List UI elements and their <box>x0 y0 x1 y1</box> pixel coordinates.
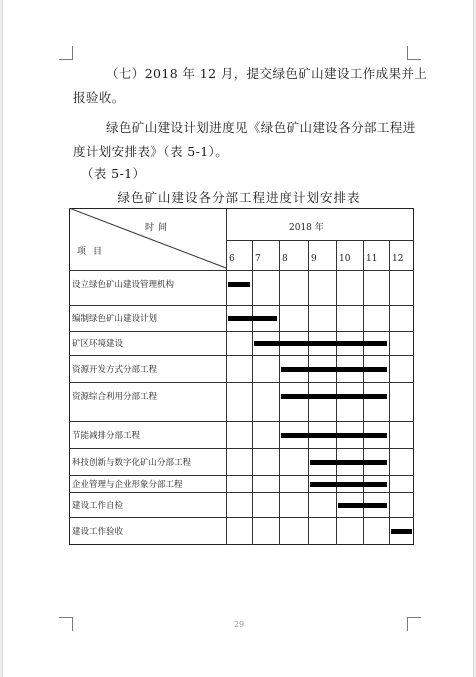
month-label: 6 <box>229 254 235 264</box>
crop-mark-top-right <box>407 46 421 60</box>
page-number: 29 <box>233 620 245 629</box>
schedule-table <box>69 208 414 545</box>
task-label: 建设工作验收 <box>72 527 124 537</box>
schedule-bar <box>254 341 387 346</box>
month-column-divider <box>336 240 337 545</box>
header-diagonal-line <box>69 208 229 270</box>
table-reference: （表 5-1） <box>81 166 146 181</box>
document-page <box>2 0 474 677</box>
month-label: 8 <box>282 254 288 264</box>
header-year-label: 2018 年 <box>289 223 324 233</box>
task-label: 企业管理与企业形象分部工程 <box>72 479 183 490</box>
schedule-bar <box>310 460 387 465</box>
schedule-bar <box>338 503 387 508</box>
task-label: 矿区环境建设 <box>72 339 124 349</box>
schedule-bar <box>310 482 387 487</box>
month-column-divider <box>389 240 390 545</box>
month-label: 12 <box>392 254 404 264</box>
schedule-bar <box>391 529 412 534</box>
task-label: 资源综合利用分部工程 <box>72 392 158 402</box>
schedule-bar <box>228 282 250 287</box>
paragraph-2-line-1: 绿色矿山建设计划进度见《绿色矿山建设各分部工程进 <box>106 120 416 135</box>
month-label: 11 <box>366 254 378 264</box>
month-column-divider <box>308 240 309 545</box>
task-label: 建设工作自检 <box>72 500 124 511</box>
month-label: 10 <box>339 254 351 264</box>
month-column-divider <box>363 240 364 545</box>
header-time-label: 时间 <box>145 223 172 233</box>
label-column-divider <box>226 208 227 545</box>
table-title: 绿色矿山建设各分部工程进度计划安排表 <box>117 190 361 205</box>
paragraph-2-line-2: 度计划安排表》（表 5-1）。 <box>73 144 229 159</box>
schedule-bar <box>281 394 387 399</box>
crop-mark-top-left <box>59 46 73 60</box>
schedule-bar <box>281 433 387 438</box>
schedule-bar <box>228 316 277 321</box>
task-label: 资源开发方式分部工程 <box>72 364 158 375</box>
task-label: 科技创新与数字化矿山分部工程 <box>72 457 192 468</box>
year-divider-line <box>226 240 414 241</box>
header-item-label: 项目 <box>77 247 110 257</box>
task-label: 设立绿色矿山建设管理机构 <box>72 280 175 290</box>
month-label: 9 <box>311 254 317 264</box>
paragraph-1-line-1: （七）2018 年 12 月，提交绿色矿山建设工作成果并上 <box>106 66 428 81</box>
month-label: 7 <box>255 254 261 264</box>
month-column-divider <box>252 240 253 545</box>
task-label: 编制绿色矿山建设计划 <box>72 314 158 324</box>
paragraph-1-line-2: 报验收。 <box>73 90 125 105</box>
schedule-bar <box>281 367 387 372</box>
month-column-divider <box>279 240 280 545</box>
task-label: 节能减排分部工程 <box>72 430 141 441</box>
